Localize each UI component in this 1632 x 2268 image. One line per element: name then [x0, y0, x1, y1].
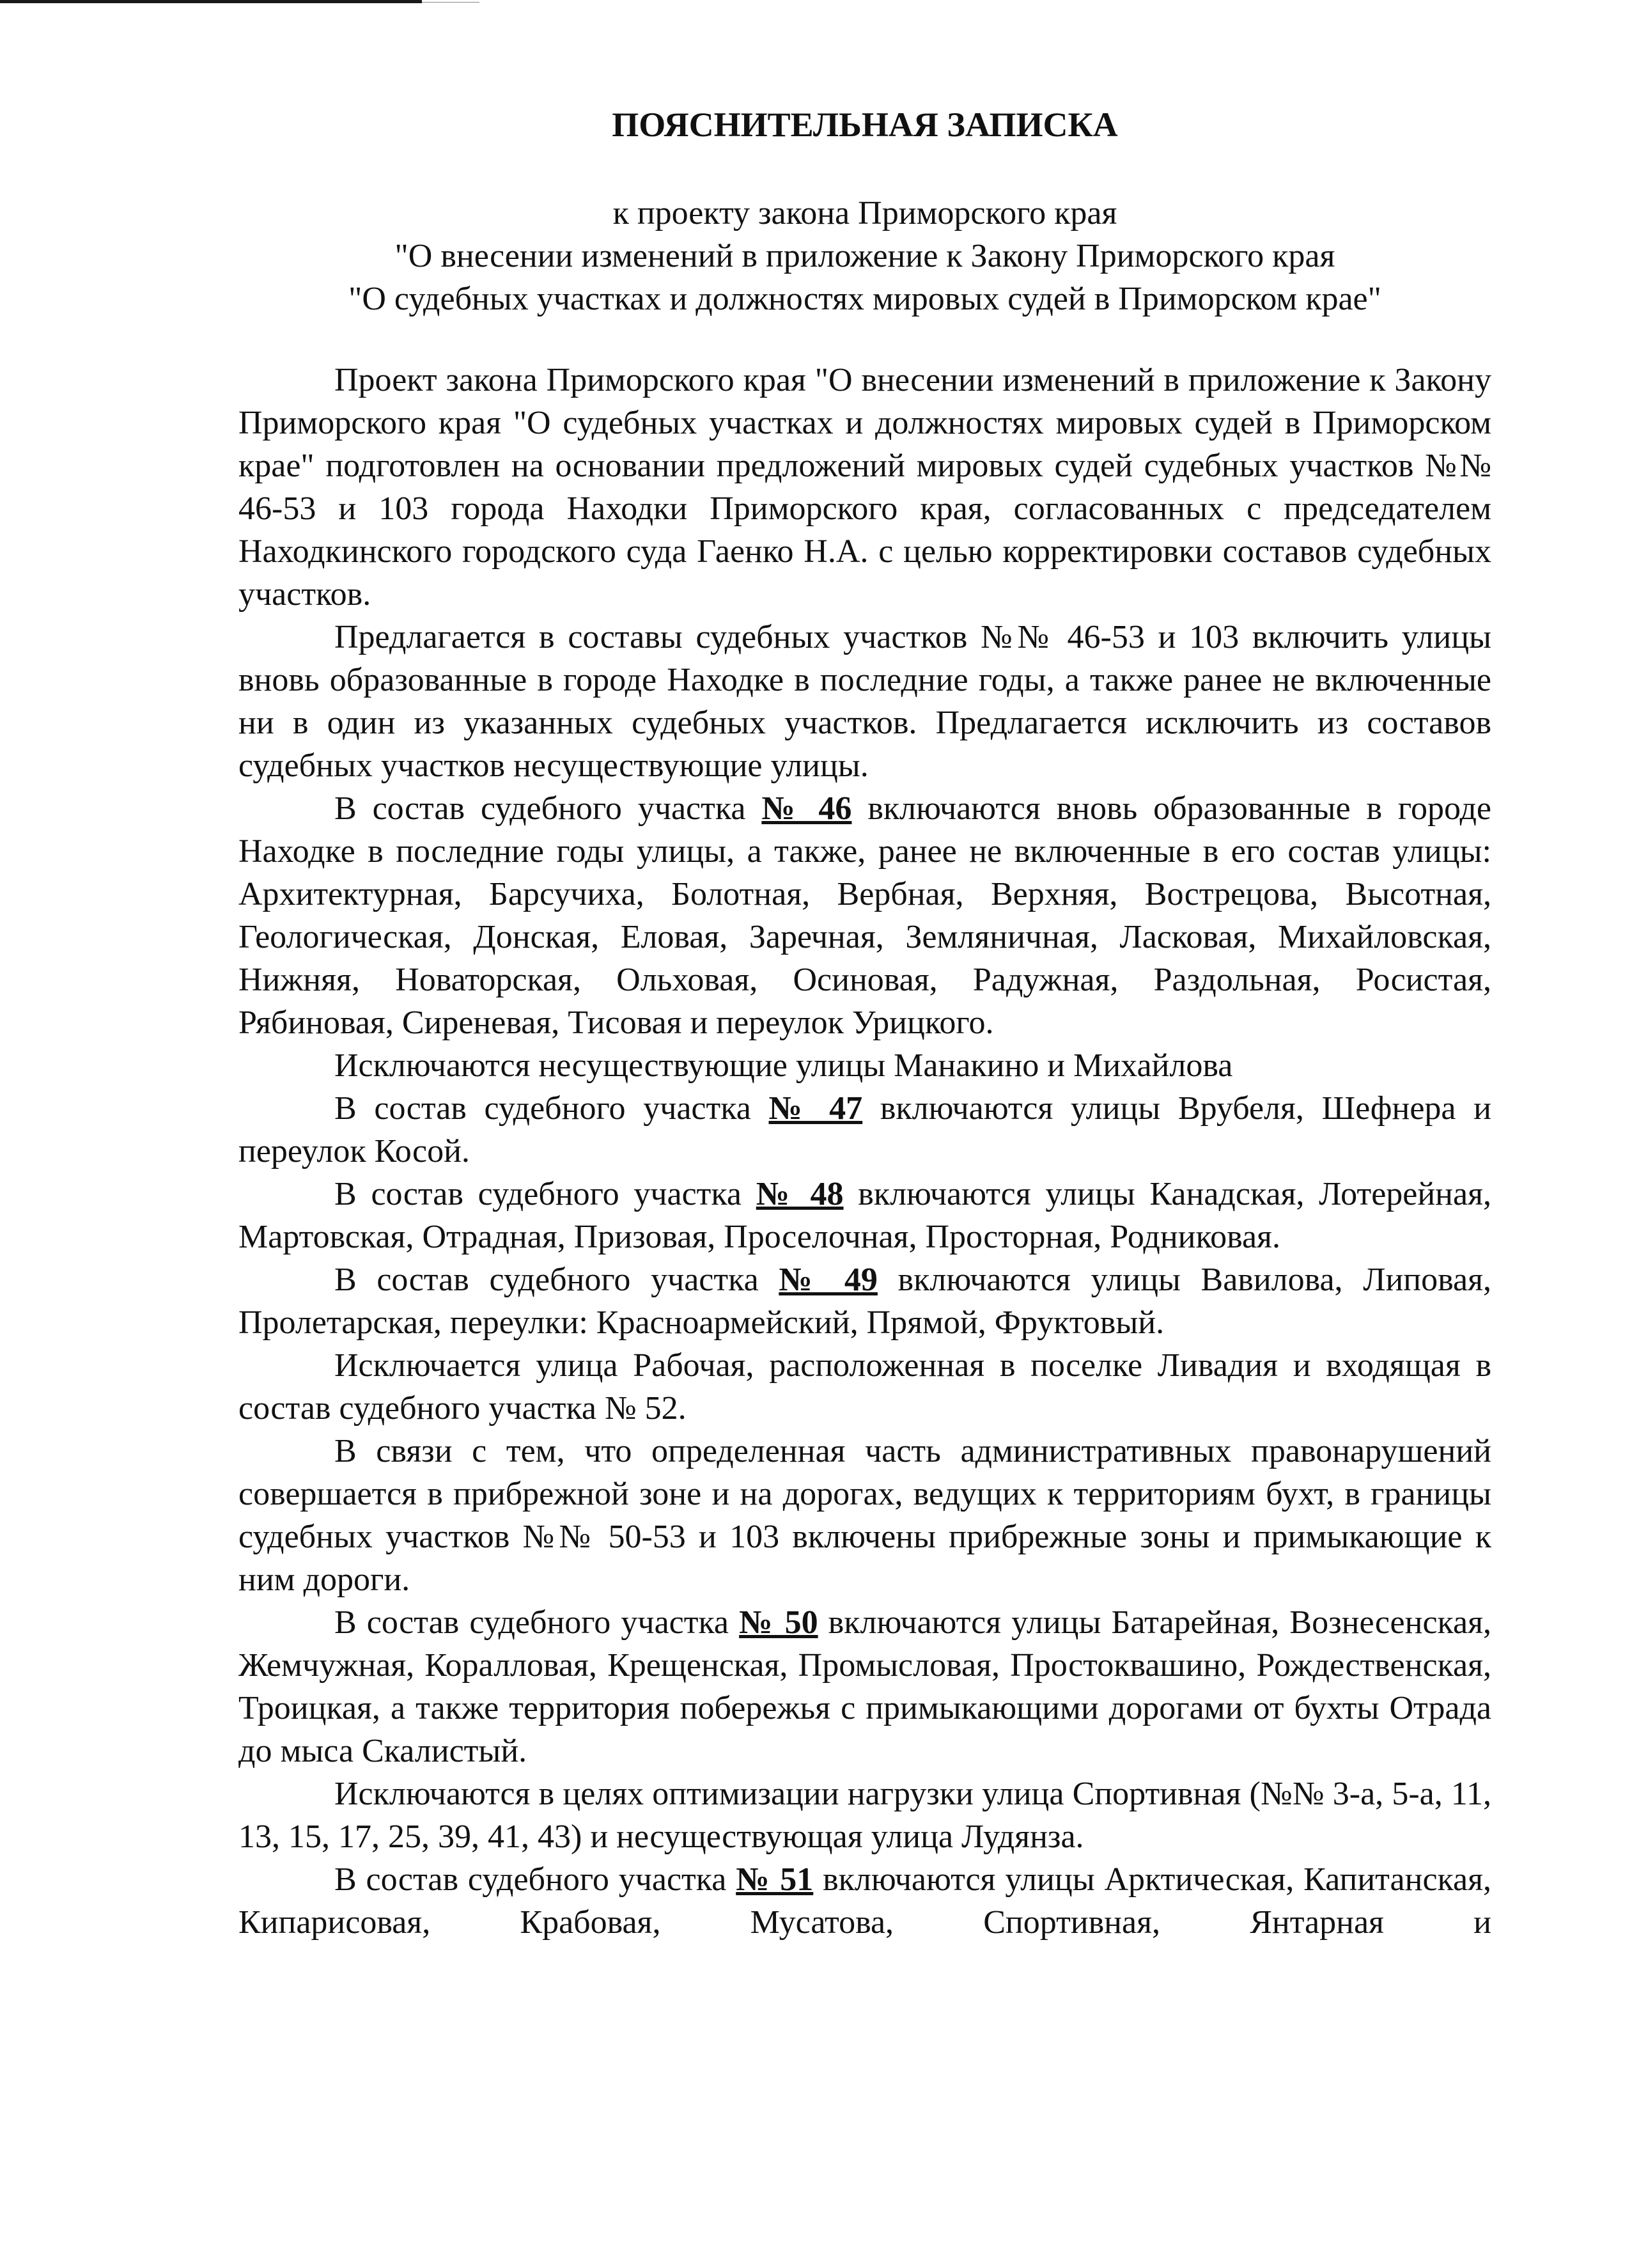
document-page — [238, 102, 1491, 1944]
paragraph-text: В состав судебного участка — [334, 1604, 740, 1641]
paragraph-site-49 — [238, 1258, 1491, 1344]
site-number-50: № 50 — [739, 1604, 818, 1641]
paragraph-text: В состав судебного участка — [334, 1090, 769, 1127]
site-number-49: № 49 — [779, 1262, 878, 1298]
paragraph-site-50 — [238, 1601, 1491, 1772]
paragraph-text: включаются улицы Батарейная, Вознесенская, Жемчужная, Коралловая, Крещенская, Промысловая, Простоквашино, Рождественская, Троицкая, а также территория побережья с примыкающими дорогами от бухты Отрада до мыса Скалистый. — [238, 1604, 1491, 1769]
paragraph-text: включаются вновь образованные в городе Находке в последние годы улицы, а также, ранее не включенные в его состав улицы: Архитектурная, Барсучиха, Болотная, Вербная, Верхняя, Вострецова, Высотная, Геологическая, Донская, Еловая, Заречная, Земляничная, Ласковая, Михайловская, Нижняя, Новаторская, Ольховая, Осиновая, Радужная, Раздольная, Росистая, Рябиновая, Сиреневая, Тисовая и переулок Урицкого. — [238, 790, 1491, 1041]
subtitle-line-2: "О внесении изменений в приложение к Закону Приморского края — [394, 238, 1335, 274]
paragraph-site-48 — [238, 1173, 1491, 1258]
paragraph-coastal-zones: В связи с тем, что определенная часть административных правонарушений совершается в прибрежной зоне и на дорогах, ведущих к территориям бухт, в границы судебных участков №№ 50-53 и 103 включены прибрежные зоны и примыкающие к ним дороги. — [238, 1433, 1491, 1598]
site-number-51: № 51 — [736, 1861, 814, 1898]
paragraph-text: В состав судебного участка — [334, 1262, 779, 1298]
subtitle-line-1: к проекту закона Приморского края — [612, 195, 1117, 231]
paragraph-text: включаются улицы Арктическая, Капитанская, Кипарисовая, Крабовая, Мусатова, Спортивная, Янтарная и — [238, 1861, 1491, 1941]
scan-artifact-line-fade — [422, 2, 479, 3]
subtitle-line-3: "О судебных участках и должностях мировых судей в Приморском крае" — [348, 281, 1381, 317]
document-title: ПОЯСНИТЕЛЬНАЯ ЗАПИСКА — [612, 106, 1118, 144]
paragraph-text: В состав судебного участка — [334, 1861, 736, 1898]
document-subtitle — [238, 192, 1491, 320]
site-number-48: № 48 — [756, 1176, 844, 1212]
site-number-46: № 46 — [761, 790, 852, 827]
paragraph-text: включаются улицы Канадская, Лотерейная, Мартовская, Отрадная, Призовая, Проселочная, Просторная, Родниковая. — [238, 1176, 1492, 1255]
paragraph-excluded-streets-46: Исключаются несуществующие улицы Манакино и Михайлова — [334, 1047, 1233, 1084]
paragraph-excluded-street-49: Исключается улица Рабочая, расположенная в поселке Ливадия и входящая в состав судебного участка № 52. — [238, 1347, 1491, 1427]
paragraph-text: включаются улицы Вавилова, Липовая, Пролетарская, переулки: Красноармейский, Прямой, Фруктовый. — [238, 1262, 1491, 1341]
paragraph-text: включаются улицы Врубеля, Шефнера и переулок Косой. — [238, 1090, 1491, 1169]
paragraph-site-47 — [238, 1087, 1491, 1173]
paragraph-text: В состав судебного участка — [334, 790, 762, 827]
paragraph-site-46 — [238, 787, 1491, 1044]
paragraph-text: В состав судебного участка — [334, 1176, 756, 1212]
site-number-47: № 47 — [768, 1090, 863, 1127]
paragraph-excluded-streets-50: Исключаются в целях оптимизации нагрузки улица Спортивная (№№ 3-а, 5-а, 11, 13, 15, 17, 25, 39, 41, 43) и несуществующая улица Лудянза. — [238, 1776, 1491, 1855]
scan-artifact-line — [0, 0, 422, 3]
paragraph-proposal: Предлагается в составы судебных участков №№ 46-53 и 103 включить улицы вновь образованные в городе Находке в последние годы, а также ранее не включенные ни в один из указанных судебных участков. Предлагается исключить из составов судебных участков несуществующие улицы. — [238, 619, 1491, 784]
paragraph-site-51 — [238, 1858, 1491, 1944]
paragraph-project-basis: Проект закона Приморского края "О внесении изменений в приложение к Закону Приморского края "О судебных участках и должностях мировых судей в Приморском крае" подготовлен на основании предложений мировых судей судебных участков №№ 46-53 и 103 города Находки Приморского края, согласованных с председателем Находкинского городского суда Гаенко Н.А. с целью корректировки составов судебных участков. — [238, 362, 1491, 613]
